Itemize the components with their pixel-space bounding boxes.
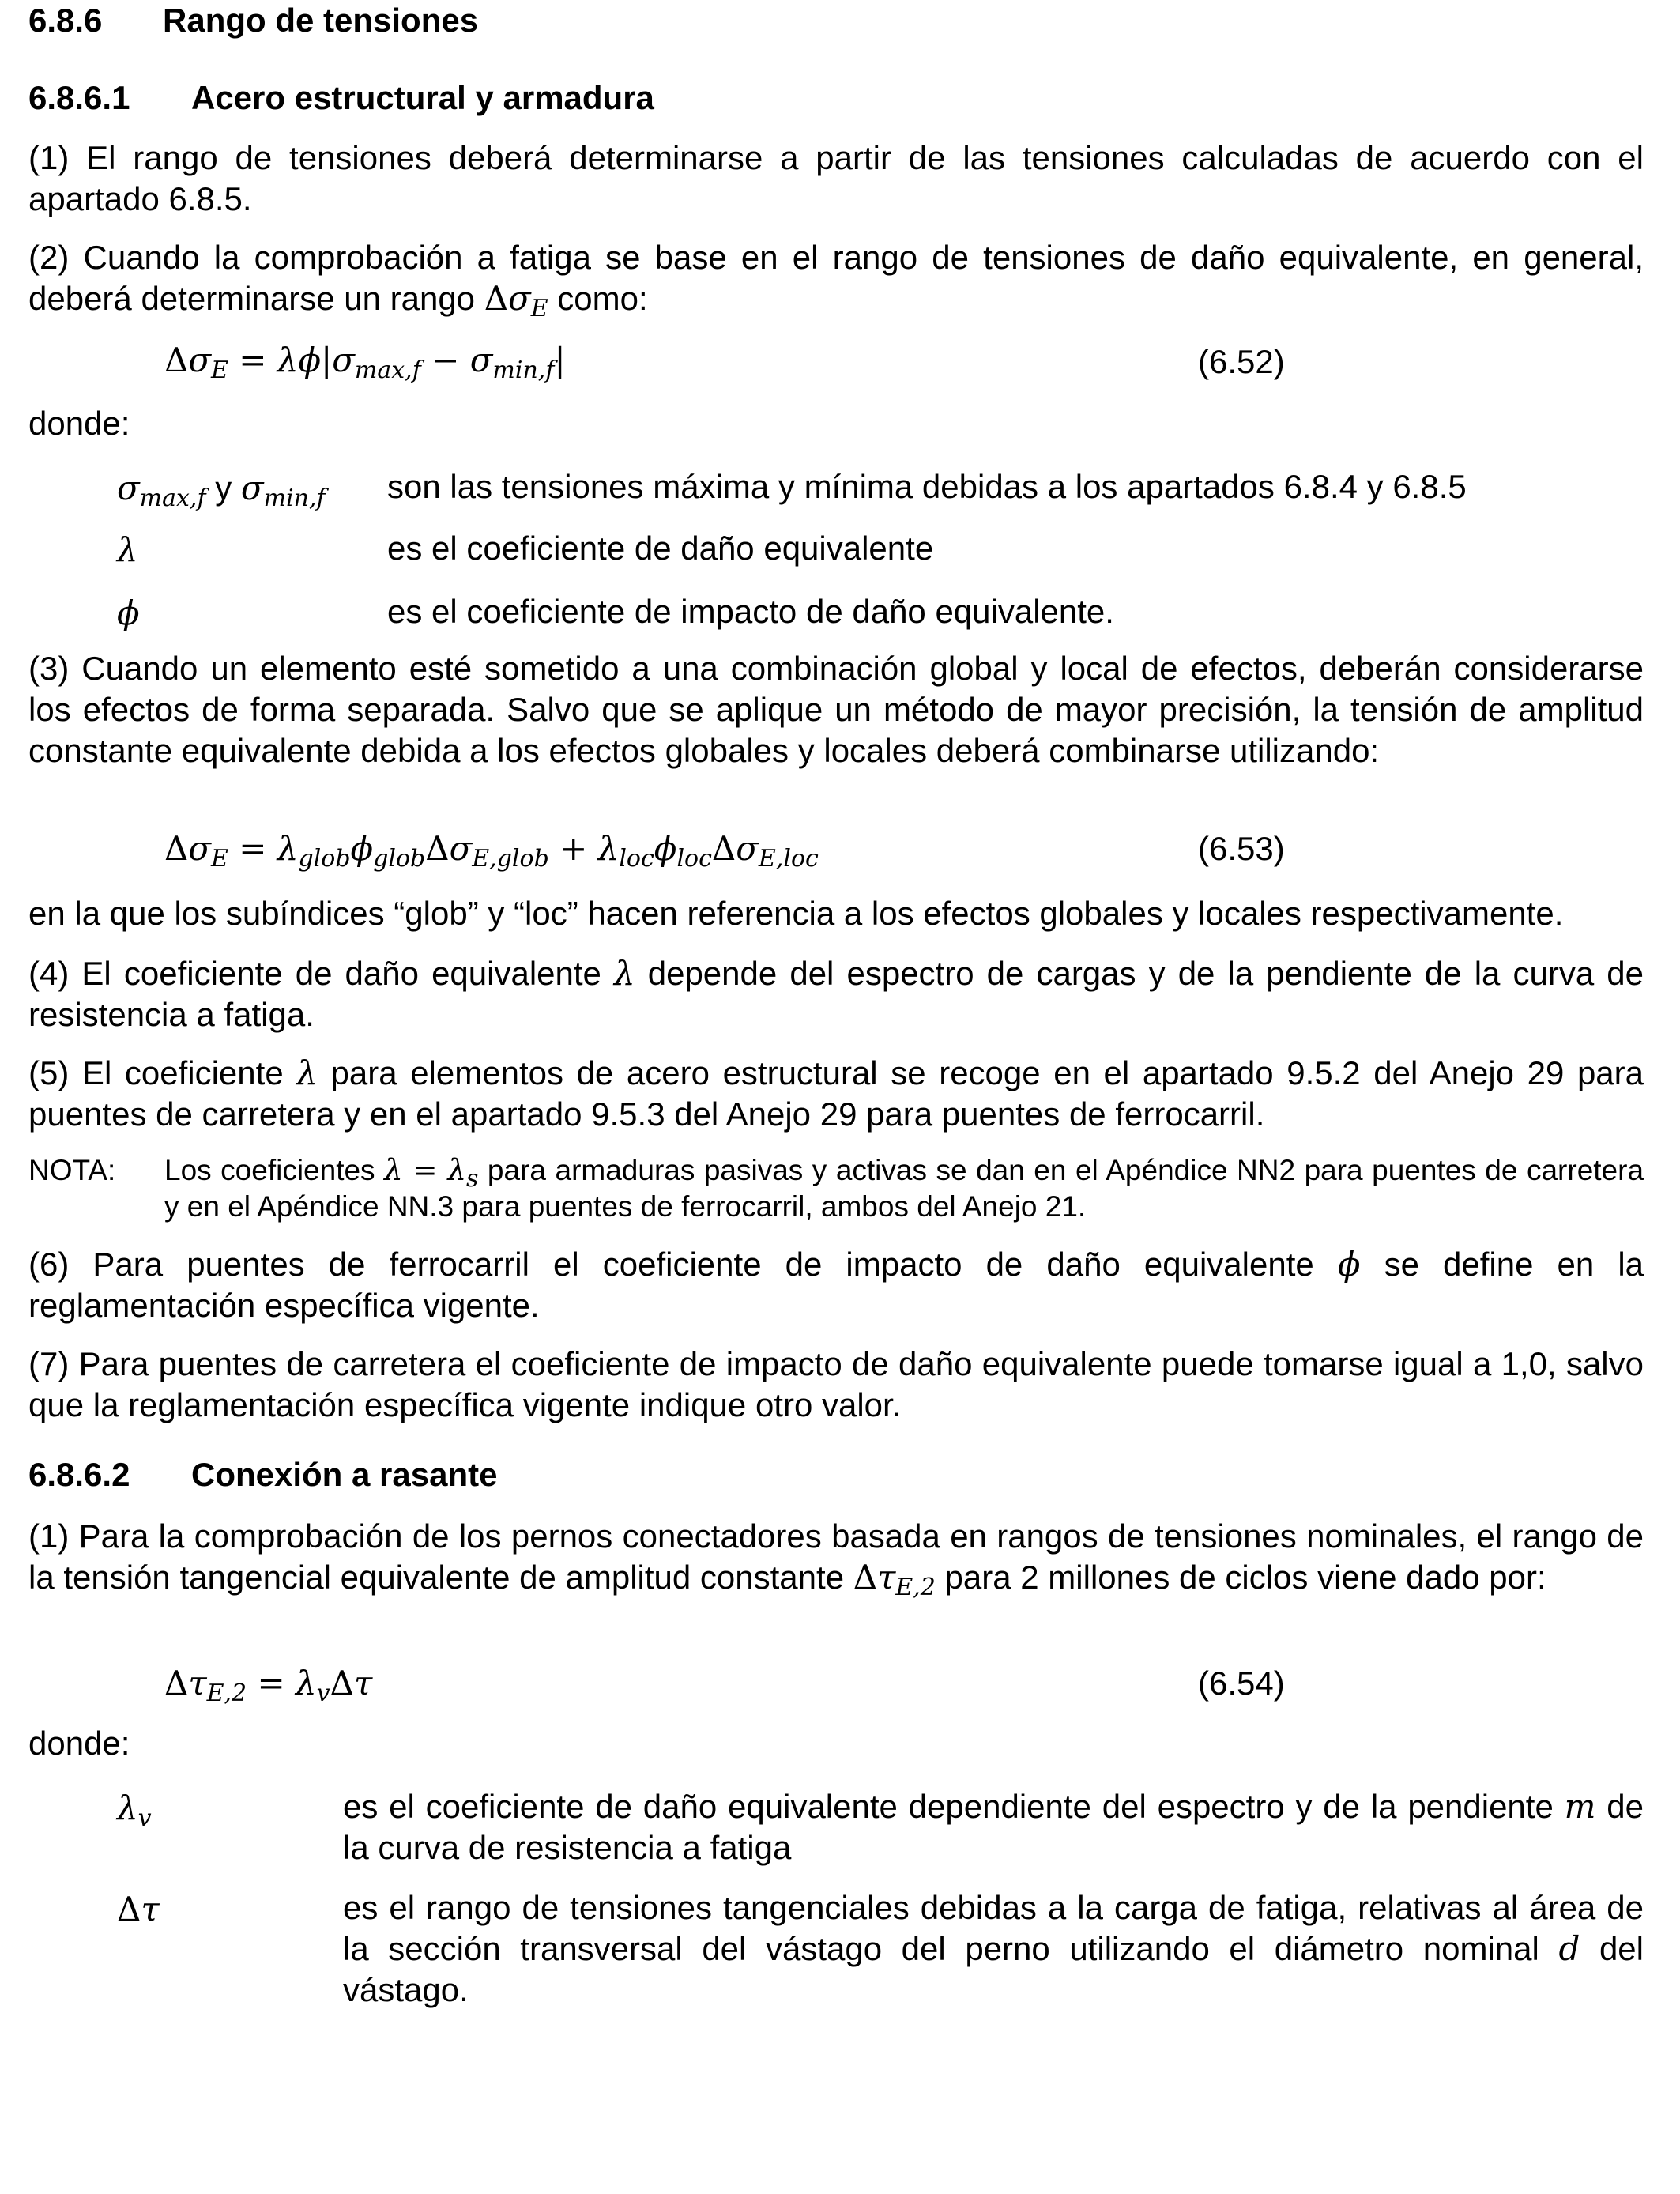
section-title: Conexión a rasante — [191, 1456, 498, 1493]
definition-text: es el coeficiente de impacto de daño equivalente. — [387, 593, 1114, 630]
section-heading-6-8-6-1 — [28, 77, 1644, 119]
paragraph-text: (4) El coeficiente de daño equivalente — [28, 955, 601, 992]
paragraph-text: para elementos de acero estructural se recoge en el apartado 9.5.2 del Anejo 29 para puentes de carretera y en el apartado 9.5.3 del Anejo 29 para puentes de ferrocarril. — [28, 1054, 1644, 1133]
paragraph-text: para 2 millones de ciclos viene dado por: — [944, 1559, 1546, 1596]
math-lambda: λ — [296, 1054, 318, 1092]
math-delta-sigma-e: $\Delta\sigma_E$ — [484, 279, 548, 322]
paragraph-text: (5) El coeficiente — [28, 1054, 284, 1091]
definition-text — [343, 1786, 1644, 1868]
definition-text — [343, 1887, 1644, 2011]
section-heading-6-8-6 — [28, 0, 1644, 41]
note-text — [164, 1152, 1644, 1225]
paragraph-1: (1) El rango de tensiones deberá determinarse a partir de las tensiones calculadas de acuerdo con el apartado 6.8.5. — [28, 139, 1644, 217]
math-delta-tau-e2: $\Delta\tau_{E,2}$ — [853, 1558, 936, 1601]
section-number: 6.8.6.2 — [28, 1456, 130, 1493]
paragraph-text: (2) Cuando la comprobación a fatiga se base en el rango de tensiones de daño equivalente, en general, deberá determinarse un rango — [28, 239, 1644, 317]
math-d: d — [1558, 1929, 1580, 1968]
paragraph-text: (6) Para puentes de ferrocarril el coeficiente de impacto de daño equivalente — [28, 1246, 1314, 1283]
connector-text: y — [215, 469, 232, 507]
paragraph-6-8-6-2-1 — [28, 1516, 1644, 1601]
section-number: 6.8.6.1 — [28, 79, 130, 116]
paragraph-5 — [28, 1053, 1644, 1135]
equation-6-54: $\Delta\tau_{E,2} = \lambda_v\Delta\tau$ — [164, 1664, 373, 1707]
section-number: 6.8.6 — [28, 2, 103, 39]
paragraph-3: (3) Cuando un elemento esté sometido a una combinación global y local de efectos, deberán considerarse los efectos de forma separada. Salvo que se aplique un método de mayor precisión, la tensión de amplitud constante equivalente debida a los efectos globales y locales deberá combinarse utilizando: — [28, 650, 1644, 769]
equation-number: (6.52) — [1198, 343, 1285, 380]
paragraph-text: depende del espectro de cargas y de la pendiente de la curva de resistencia a fatiga. — [28, 955, 1644, 1033]
paragraph-7: (7) Para puentes de carretera el coeficiente de impacto de daño equivalente puede tomarse igual a 1,0, salvo que la reglamentación específica vigente indique otro valor. — [28, 1345, 1644, 1423]
paragraph-4 — [28, 953, 1644, 1035]
paragraph-text: se define en la reglamentación específica vigente. — [28, 1246, 1644, 1324]
paragraph-2 — [28, 237, 1644, 322]
definition-text: son las tensiones máxima y mínima debidas a los apartados 6.8.4 y 6.8.5 — [387, 468, 1467, 505]
equation-6-52: $\Delta\sigma_E = \lambda\phi|\sigma_{max,f} - \sigma_{min,f}|$ — [164, 341, 566, 384]
definition-symbol-delta-tau: Δτ — [117, 1890, 160, 1928]
section-title: Acero estructural y armadura — [191, 79, 654, 116]
definition-text-part: es el coeficiente de daño equivalente dependiente del espectro y de la pendiente — [343, 1788, 1554, 1825]
math-phi: ϕ — [1337, 1245, 1361, 1284]
definition-text-part: de la curva de resistencia a fatiga — [343, 1788, 1644, 1866]
paragraph-6 — [28, 1244, 1644, 1326]
definition-symbol-lambda-v: $\lambda_v$ — [117, 1789, 152, 1832]
math-lambda: λ — [614, 954, 635, 993]
definition-text-part: del vástago. — [343, 1930, 1644, 2008]
paragraph-text: como: — [557, 280, 648, 317]
definition-symbol-lambda: λ — [117, 530, 138, 569]
note-text-part: para armaduras pasivas y activas se dan en el Apéndice NN2 para puentes de carretera y en el Apéndice NN.3 para puentes de ferrocarril, ambos del Anejo 21. — [164, 1154, 1644, 1223]
note-text-part: Los coeficientes — [164, 1154, 375, 1186]
definition-symbol-phi: ϕ — [117, 594, 140, 632]
math-m: m — [1564, 1787, 1596, 1826]
math-lambda-s: $\lambda = \lambda_s$ — [384, 1153, 479, 1193]
section-heading-6-8-6-2 — [28, 1454, 1644, 1495]
equation-number: (6.54) — [1198, 1664, 1285, 1702]
definition-text-part: es el rango de tensiones tangenciales debidas a la carga de fatiga, relativas al área de la sección transversal del vástago del perno utilizando el diámetro nominal — [343, 1889, 1644, 1967]
equation-6-53: $\Delta\sigma_E = \lambda_{glob}\phi_{glob}\Delta\sigma_{E,glob} + \lambda_{loc}\phi_{loc}\Delta\sigma_{E,loc}$ — [164, 829, 819, 873]
paragraph-text: (1) Para la comprobación de los pernos conectadores basada en rangos de tensiones nominales, el rango de la tensión tangencial equivalente de amplitud constante — [28, 1517, 1644, 1596]
definition-symbol: $\sigma_{max,f}$ y $\sigma_{min,f}$ — [117, 469, 326, 512]
paragraph-3-continued: en la que los subíndices “glob” y “loc” hacen referencia a los efectos globales y locales respectivamente. — [28, 895, 1564, 932]
section-title: Rango de tensiones — [163, 2, 479, 39]
equation-number: (6.53) — [1198, 830, 1285, 867]
donde-label: donde: — [28, 405, 130, 442]
definition-text: es el coeficiente de daño equivalente — [387, 530, 934, 567]
donde-label: donde: — [28, 1725, 130, 1762]
note-label: NOTA: — [28, 1154, 116, 1186]
